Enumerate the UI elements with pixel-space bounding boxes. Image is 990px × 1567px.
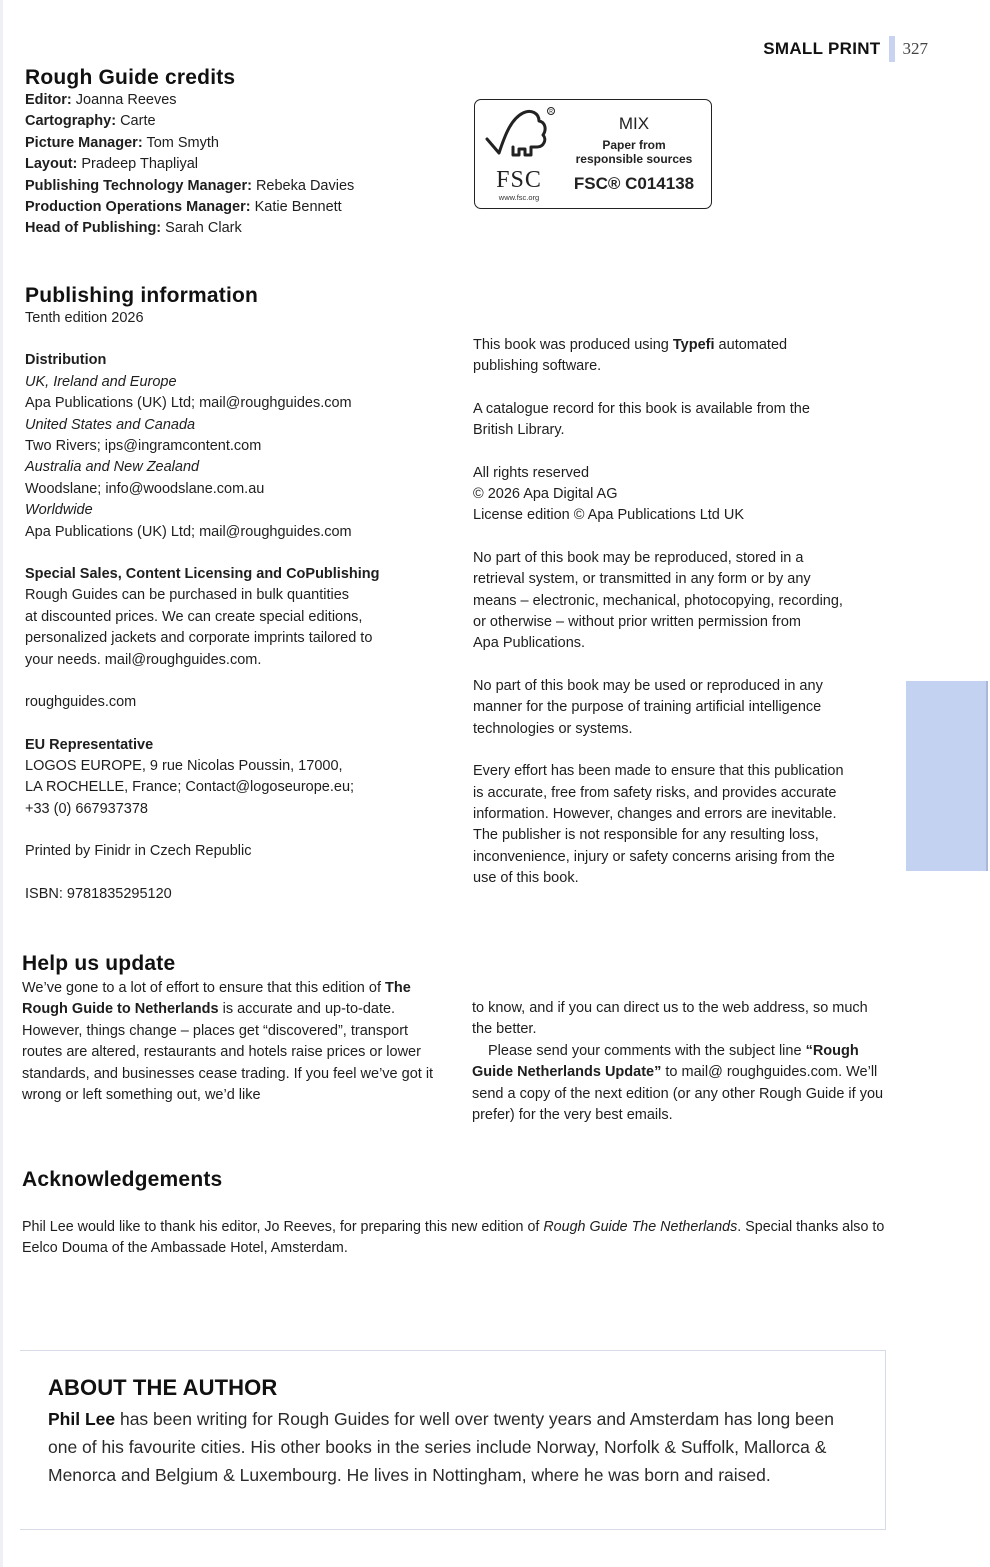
spacer: [473, 740, 893, 761]
acknowledgements-body: [22, 1217, 902, 1260]
credits-heading: Rough Guide credits: [25, 66, 236, 89]
about-the-author-box: [20, 1350, 886, 1530]
disclaimer-line: inconvenience, injury or safety concerns arising from the: [473, 848, 835, 865]
distribution-contact: Apa Publications (UK) Ltd; mail@roughguides.com: [25, 395, 352, 412]
fsc-paper-line-1: Paper from: [602, 138, 666, 152]
distribution-contact: Woodslane; info@woodslane.com.au: [25, 480, 265, 497]
disclaimer-line: The publisher is not responsible for any resulting loss,: [473, 827, 819, 844]
credit-role: Production Operations Manager:: [25, 199, 251, 216]
special-sales-line: personalized jackets and corporate imprints tailored to: [25, 630, 373, 647]
section-color-bar: [889, 36, 895, 62]
credit-role: Cartography:: [25, 113, 117, 130]
help-paragraph-2: [472, 1041, 890, 1127]
spacer: [25, 820, 445, 841]
credit-row: [25, 111, 445, 132]
help-text: We’ve gone to a lot of effort to ensure that this edition of: [22, 980, 385, 996]
distribution-heading: Distribution: [25, 352, 107, 369]
eu-rep-line: +33 (0) 667937378: [25, 800, 148, 817]
distribution-region: Worldwide: [25, 502, 93, 519]
ack-text: Phil Lee would like to thank his editor, Jo Reeves, for preparing this new edition of: [22, 1219, 544, 1235]
ack-text: . Special thanks also to Eelco Douma of the Ambassade Hotel, Amsterdam.: [22, 1219, 885, 1257]
typefi-line: [473, 335, 893, 356]
legal-notices: [473, 335, 893, 890]
page-left-edge: [0, 0, 3, 1567]
guide-title: The Rough Guide to Netherlands: [22, 980, 411, 1018]
no-reproduction-line: Apa Publications.: [473, 635, 586, 652]
catalogue-line: British Library.: [473, 422, 565, 439]
no-reproduction-line: No part of this book may be reproduced, stored in a: [473, 549, 804, 566]
spacer: [25, 329, 445, 350]
credit-role: Head of Publishing:: [25, 220, 162, 237]
author-name: Phil Lee: [48, 1409, 116, 1429]
acknowledgements: [22, 1168, 902, 1260]
spacer: [25, 714, 445, 735]
spacer: [25, 543, 445, 564]
disclaimer-line: information. However, changes and errors are inevitable.: [473, 805, 837, 822]
distribution-contact: Two Rivers; ips@ingramcontent.com: [25, 438, 262, 455]
fsc-tree-checkmark-icon: [483, 105, 559, 163]
help-heading: Help us update: [22, 952, 176, 975]
credit-name: Carte: [120, 113, 156, 130]
no-ai-line: No part of this book may be used or reproduced in any: [473, 677, 823, 694]
svg-text:R: R: [549, 109, 553, 115]
author-bio: [48, 1405, 857, 1489]
eu-rep-heading: EU Representative: [25, 736, 154, 753]
special-sales-line: Rough Guides can be purchased in bulk quantities: [25, 587, 350, 604]
typefi-text: This book was produced using: [473, 337, 673, 353]
fsc-paper-line-2: responsible sources: [575, 152, 693, 166]
typefi-text: automated: [714, 337, 788, 353]
help-us-update: [22, 952, 902, 1126]
running-head: [763, 36, 928, 62]
special-sales-line: your needs. mail@roughguides.com.: [25, 651, 262, 668]
rights-line: All rights reserved: [473, 464, 590, 481]
help-paragraph-continued: to know, and if you can direct us to the web address, so much the better.: [472, 1000, 868, 1038]
help-left-column: [22, 978, 440, 1126]
rights-line: License edition © Apa Publications Ltd UK: [473, 507, 745, 524]
acknowledgements-paragraph: [22, 1217, 902, 1260]
help-right-column: [472, 998, 890, 1126]
credit-row: [25, 197, 445, 218]
fsc-logo-url: www.fsc.org: [498, 193, 540, 202]
help-text: to mail@ roughguides.com. We’ll send a copy of the next edition (or any other Rough Guide if you prefer) for the very best emails.: [472, 1064, 884, 1124]
book-title: Rough Guide The Netherlands: [543, 1219, 738, 1235]
credit-name: Rebeka Davies: [255, 177, 355, 194]
credit-name: Joanna Reeves: [75, 92, 177, 108]
printed-by: Printed by Finidr in Czech Republic: [25, 843, 252, 860]
special-sales-line: at discounted prices. We can create special editions,: [25, 608, 363, 625]
credit-role: Publishing Technology Manager:: [25, 177, 252, 194]
no-reproduction-line: means – electronic, mechanical, photocopying, recording,: [473, 592, 843, 609]
special-sales-heading: Special Sales, Content Licensing and CoPublishing: [25, 566, 380, 583]
credits-list: [25, 90, 445, 240]
no-ai-line: technologies or systems.: [473, 720, 633, 737]
credit-role: Editor:: [25, 92, 72, 108]
fsc-logo: [475, 100, 563, 208]
help-paragraph-1: [22, 978, 440, 1106]
spacer: [473, 378, 893, 399]
section-title: SMALL PRINT: [763, 39, 881, 58]
acknowledgements-heading: Acknowledgements: [22, 1168, 223, 1191]
distribution-contact: Apa Publications (UK) Ltd; mail@roughguides.com: [25, 523, 352, 540]
website-link[interactable]: roughguides.com: [25, 694, 137, 711]
about-author-heading: ABOUT THE AUTHOR: [48, 1375, 278, 1400]
distribution-region: United States and Canada: [25, 416, 196, 433]
credit-row: [25, 90, 445, 111]
credit-row: [25, 133, 445, 154]
credit-name: Katie Bennett: [254, 199, 342, 216]
credit-row: [25, 154, 445, 175]
fsc-label-text: [563, 100, 711, 208]
typefi-brand: Typefi: [672, 337, 715, 353]
publishing-heading: Publishing information: [25, 284, 259, 307]
help-columns: [22, 978, 902, 1126]
help-text: is accurate and up-to-date. However, things change – places get “discovered”, transport routes are altered, restaurants and hotels raise prices or lower standards, and businesses cease trading. If you feel we’ve got it wrong or left something out, we’d like: [22, 1001, 434, 1104]
author-bio-text: has been writing for Rough Guides for well over twenty years and Amsterdam has long been one of his favourite cities. His other books in the series include Norway, Norfolk & Suffolk, Mallorca & Menorca and Belgium & Luxembourg. He lives in Nottingham, where he was born and raised.: [48, 1409, 834, 1485]
spacer: [25, 863, 445, 884]
no-reproduction-line: retrieval system, or transmitted in any form or by any: [473, 571, 811, 588]
edition: Tenth edition 2026: [25, 310, 144, 326]
help-text: Please send your comments with the subject line: [488, 1042, 806, 1059]
publishing-body: [25, 308, 445, 905]
page-number: 327: [902, 39, 928, 58]
fsc-certification-label: [474, 99, 712, 209]
credit-row: [25, 218, 445, 239]
chapter-thumb-tab: [906, 681, 988, 871]
disclaimer-line: use of this book.: [473, 870, 579, 887]
publishing-information: [25, 284, 445, 905]
credit-name: Pradeep Thapliyal: [81, 156, 199, 173]
eu-rep-line: LA ROCHELLE, France; Contact@logoseurope.eu;: [25, 779, 355, 796]
spacer: [473, 655, 893, 676]
catalogue-line: A catalogue record for this book is available from the: [473, 400, 810, 417]
disclaimer-line: Every effort has been made to ensure that this publication: [473, 763, 844, 780]
fsc-mix: MIX: [618, 114, 650, 133]
credit-row: [25, 176, 445, 197]
typefi-line-2: publishing software.: [473, 358, 602, 375]
spacer: [25, 671, 445, 692]
no-reproduction-line: or otherwise – without prior written permission from: [473, 614, 801, 631]
eu-rep-line: LOGOS EUROPE, 9 rue Nicolas Poussin, 17000,: [25, 757, 343, 774]
spacer: [473, 527, 893, 548]
distribution-region: UK, Ireland and Europe: [25, 373, 177, 390]
subject-line: “Rough Guide Netherlands Update”: [472, 1042, 859, 1081]
credit-role: Layout:: [25, 156, 78, 173]
disclaimer-line: is accurate, free from safety risks, and provides accurate: [473, 784, 837, 801]
credit-role: Picture Manager:: [25, 134, 143, 151]
rough-guide-credits: [25, 66, 445, 240]
credit-name: Sarah Clark: [165, 220, 242, 237]
fsc-code: FSC® C014138: [573, 174, 695, 193]
credit-name: Tom Smyth: [146, 134, 219, 151]
spacer: [473, 442, 893, 463]
rights-line: © 2026 Apa Digital AG: [473, 486, 618, 503]
distribution-region: Australia and New Zealand: [25, 459, 200, 476]
fsc-logo-word: FSC: [496, 167, 542, 193]
isbn: ISBN: 9781835295120: [25, 885, 172, 902]
no-ai-line: manner for the purpose of training artificial intelligence: [473, 699, 822, 716]
